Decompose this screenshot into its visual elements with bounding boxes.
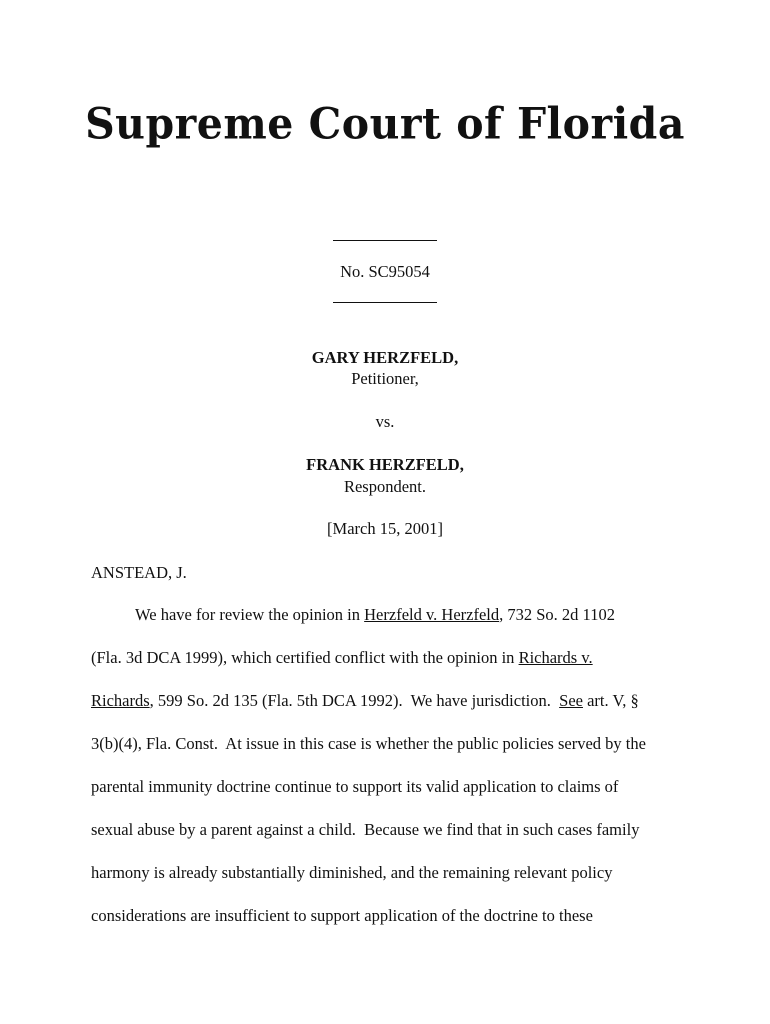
rule-top bbox=[0, 226, 770, 246]
body-line bbox=[91, 605, 735, 625]
body-line bbox=[91, 820, 691, 840]
body-text-segment: harmony is already substantially diminished, and the remaining relevant policy bbox=[91, 863, 613, 882]
citation-text: Richards bbox=[91, 691, 150, 710]
body-line bbox=[91, 863, 691, 883]
citation-text: See bbox=[559, 691, 583, 710]
body-text-segment: art. V, § bbox=[582, 691, 639, 710]
respondent-name: FRANK HERZFELD, bbox=[306, 455, 464, 474]
court-name-heading: Supreme Court of Florida bbox=[85, 98, 685, 150]
respondent-role: Respondent. bbox=[343, 477, 427, 496]
body-line bbox=[91, 691, 691, 711]
body-line bbox=[91, 777, 691, 797]
decision-date: [March 15, 2001] bbox=[327, 519, 443, 538]
body-line bbox=[91, 734, 691, 754]
horizontal-rule bbox=[333, 240, 437, 241]
body-line bbox=[91, 648, 691, 668]
body-text-segment: sexual abuse by a parent against a child. Because we find that in such cases family bbox=[91, 820, 640, 839]
citation-text: Herzfeld v. Herzfeld bbox=[364, 605, 500, 624]
citation-text: Richards v. bbox=[518, 648, 593, 667]
body-text-segment: , 732 So. 2d 1102 bbox=[499, 605, 615, 624]
body-text-segment: 3(b)(4), Fla. Const. At issue in this case is whether the public policies served by the bbox=[91, 734, 646, 753]
opinion-author: ANSTEAD, J. bbox=[91, 563, 187, 582]
horizontal-rule bbox=[333, 302, 437, 303]
body-text-segment: , 599 So. 2d 135 (Fla. 5th DCA 1992). We have jurisdiction. bbox=[149, 691, 560, 710]
case-number: No. SC95054 bbox=[340, 262, 430, 281]
versus: vs. bbox=[375, 412, 395, 431]
body-text-segment: We have for review the opinion in bbox=[135, 605, 365, 624]
body-text-segment: (Fla. 3d DCA 1999), which certified conflict with the opinion in bbox=[91, 648, 519, 667]
body-text-segment: parental immunity doctrine continue to support its valid application to claims of bbox=[91, 777, 619, 796]
body-line bbox=[91, 906, 691, 926]
rule-bottom bbox=[0, 288, 770, 308]
body-text-segment: considerations are insufficient to support application of the doctrine to these bbox=[91, 906, 593, 925]
petitioner-name: GARY HERZFELD, bbox=[311, 348, 459, 367]
petitioner-role: Petitioner, bbox=[351, 369, 419, 388]
